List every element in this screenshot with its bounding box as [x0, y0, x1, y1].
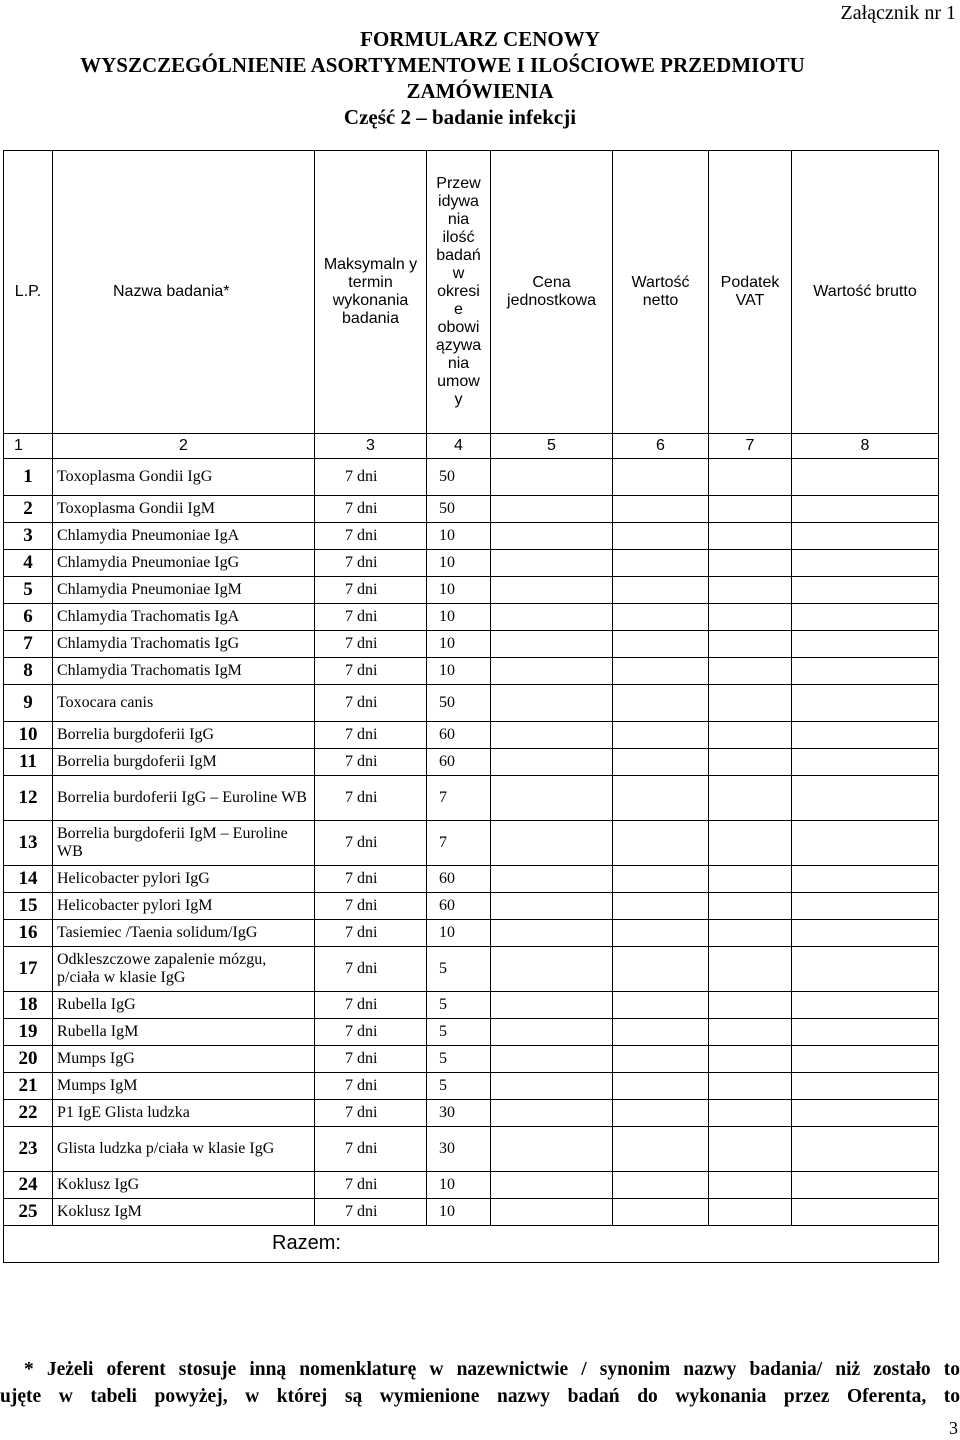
- unit-price-cell: [491, 1172, 613, 1199]
- test-name: Glista ludzka p/ciała w klasie IgG: [53, 1127, 315, 1172]
- unit-price-cell: [491, 604, 613, 631]
- table-row: [4, 947, 939, 992]
- header-lp: L.P.: [4, 151, 53, 434]
- max-turnaround: 7 dni: [315, 821, 427, 866]
- header-net: Wartość netto: [613, 151, 709, 434]
- planned-quantity: 30: [427, 1100, 491, 1127]
- max-turnaround: 7 dni: [315, 685, 427, 722]
- test-name: Chlamydia Trachomatis IgM: [53, 658, 315, 685]
- test-name: Rubella IgM: [53, 1019, 315, 1046]
- vat-cell: [709, 992, 792, 1019]
- net-value-cell: [613, 1199, 709, 1226]
- max-turnaround: 7 dni: [315, 496, 427, 523]
- max-turnaround: 7 dni: [315, 749, 427, 776]
- row-number: 5: [4, 577, 53, 604]
- max-turnaround: 7 dni: [315, 722, 427, 749]
- planned-quantity: 10: [427, 1172, 491, 1199]
- row-number: 22: [4, 1100, 53, 1127]
- net-value-cell: [613, 1127, 709, 1172]
- planned-quantity: 10: [427, 577, 491, 604]
- row-number: 10: [4, 722, 53, 749]
- heading-line-4: Część 2 – badanie infekcji: [343, 105, 577, 129]
- page-number: 3: [949, 1418, 958, 1438]
- table-row: [4, 776, 939, 821]
- column-number-row: [4, 434, 939, 459]
- vat-cell: [709, 685, 792, 722]
- table-body: [4, 151, 939, 1263]
- net-value-cell: [613, 821, 709, 866]
- gross-value-cell: [792, 459, 939, 496]
- vat-cell: [709, 496, 792, 523]
- net-value-cell: [613, 496, 709, 523]
- row-number: 3: [4, 523, 53, 550]
- test-name: Mumps IgM: [53, 1073, 315, 1100]
- row-number: 19: [4, 1019, 53, 1046]
- row-number: 6: [4, 604, 53, 631]
- gross-value-cell: [792, 920, 939, 947]
- planned-quantity: 10: [427, 658, 491, 685]
- max-turnaround: 7 dni: [315, 920, 427, 947]
- table-row: [4, 722, 939, 749]
- vat-cell: [709, 920, 792, 947]
- gross-value-cell: [792, 1127, 939, 1172]
- planned-quantity: 5: [427, 1019, 491, 1046]
- planned-quantity: 7: [427, 821, 491, 866]
- planned-quantity: 5: [427, 947, 491, 992]
- row-number: 11: [4, 749, 53, 776]
- max-turnaround: 7 dni: [315, 1046, 427, 1073]
- unit-price-cell: [491, 821, 613, 866]
- table-row: [4, 749, 939, 776]
- net-value-cell: [613, 577, 709, 604]
- planned-quantity: 7: [427, 776, 491, 821]
- gross-value-cell: [792, 749, 939, 776]
- net-value-cell: [613, 947, 709, 992]
- planned-quantity: 60: [427, 866, 491, 893]
- vat-cell: [709, 1127, 792, 1172]
- heading-line-2: WYSZCZEGÓLNIENIE ASORTYMENTOWE I ILOŚCIOWE PRZEDMIOTU: [80, 53, 805, 77]
- unit-price-cell: [491, 577, 613, 604]
- column-number: 8: [792, 434, 939, 459]
- planned-quantity: 60: [427, 722, 491, 749]
- test-name: Toxoplasma Gondii IgG: [53, 459, 315, 496]
- unit-price-cell: [491, 1127, 613, 1172]
- test-name: P1 IgE Glista ludzka: [53, 1100, 315, 1127]
- test-name: Koklusz IgM: [53, 1199, 315, 1226]
- unit-price-cell: [491, 1019, 613, 1046]
- net-value-cell: [613, 1073, 709, 1100]
- net-value-cell: [613, 722, 709, 749]
- unit-price-cell: [491, 776, 613, 821]
- vat-cell: [709, 776, 792, 821]
- table-row: [4, 496, 939, 523]
- row-number: 4: [4, 550, 53, 577]
- gross-value-cell: [792, 776, 939, 821]
- unit-price-cell: [491, 523, 613, 550]
- test-name: Chlamydia Trachomatis IgG: [53, 631, 315, 658]
- gross-value-cell: [792, 1019, 939, 1046]
- test-name: Helicobacter pylori IgM: [53, 893, 315, 920]
- unit-price-cell: [491, 631, 613, 658]
- header-gross: Wartość brutto: [792, 151, 939, 434]
- table-row: [4, 459, 939, 496]
- vat-cell: [709, 1019, 792, 1046]
- column-number: 5: [491, 434, 613, 459]
- unit-price-cell: [491, 749, 613, 776]
- vat-cell: [709, 577, 792, 604]
- header-term: Maksymaln y termin wykonania badania: [315, 151, 427, 434]
- unit-price-cell: [491, 920, 613, 947]
- planned-quantity: 50: [427, 685, 491, 722]
- gross-value-cell: [792, 577, 939, 604]
- gross-value-cell: [792, 1100, 939, 1127]
- test-name: Borrelia burgdoferii IgG: [53, 722, 315, 749]
- row-number: 8: [4, 658, 53, 685]
- net-value-cell: [613, 866, 709, 893]
- table-row: [4, 604, 939, 631]
- max-turnaround: 7 dni: [315, 893, 427, 920]
- net-value-cell: [613, 749, 709, 776]
- unit-price-cell: [491, 992, 613, 1019]
- net-value-cell: [613, 776, 709, 821]
- table-row: [4, 550, 939, 577]
- max-turnaround: 7 dni: [315, 776, 427, 821]
- row-number: 23: [4, 1127, 53, 1172]
- max-turnaround: 7 dni: [315, 1100, 427, 1127]
- header-vat: Podatek VAT: [709, 151, 792, 434]
- net-value-cell: [613, 992, 709, 1019]
- gross-value-cell: [792, 866, 939, 893]
- planned-quantity: 10: [427, 920, 491, 947]
- heading-line-3: ZAMÓWIENIA: [406, 79, 554, 103]
- planned-quantity: 10: [427, 1199, 491, 1226]
- net-value-cell: [613, 1172, 709, 1199]
- column-number: 3: [315, 434, 427, 459]
- test-name: Toxoplasma Gondii IgM: [53, 496, 315, 523]
- row-number: 1: [4, 459, 53, 496]
- net-value-cell: [613, 631, 709, 658]
- column-number: 1: [4, 434, 53, 459]
- net-value-cell: [613, 1100, 709, 1127]
- table-row: [4, 1199, 939, 1226]
- gross-value-cell: [792, 821, 939, 866]
- column-number: 6: [613, 434, 709, 459]
- row-number: 14: [4, 866, 53, 893]
- unit-price-cell: [491, 722, 613, 749]
- net-value-cell: [613, 550, 709, 577]
- max-turnaround: 7 dni: [315, 658, 427, 685]
- vat-cell: [709, 523, 792, 550]
- gross-value-cell: [792, 1199, 939, 1226]
- unit-price-cell: [491, 1100, 613, 1127]
- vat-cell: [709, 821, 792, 866]
- max-turnaround: 7 dni: [315, 631, 427, 658]
- vat-cell: [709, 631, 792, 658]
- row-number: 25: [4, 1199, 53, 1226]
- max-turnaround: 7 dni: [315, 523, 427, 550]
- table-row: [4, 866, 939, 893]
- unit-price-cell: [491, 658, 613, 685]
- net-value-cell: [613, 893, 709, 920]
- column-number: 4: [427, 434, 491, 459]
- planned-quantity: 5: [427, 992, 491, 1019]
- planned-quantity: 10: [427, 550, 491, 577]
- row-number: 9: [4, 685, 53, 722]
- gross-value-cell: [792, 992, 939, 1019]
- vat-cell: [709, 1199, 792, 1226]
- header-unit-price: Cena jednostkowa: [491, 151, 613, 434]
- max-turnaround: 7 dni: [315, 947, 427, 992]
- table-row: [4, 893, 939, 920]
- table-row: [4, 821, 939, 866]
- planned-quantity: 10: [427, 523, 491, 550]
- net-value-cell: [613, 1046, 709, 1073]
- table-row: [4, 658, 939, 685]
- unit-price-cell: [491, 866, 613, 893]
- gross-value-cell: [792, 1172, 939, 1199]
- max-turnaround: 7 dni: [315, 1172, 427, 1199]
- planned-quantity: 30: [427, 1127, 491, 1172]
- row-number: 16: [4, 920, 53, 947]
- table-row: [4, 1046, 939, 1073]
- net-value-cell: [613, 604, 709, 631]
- gross-value-cell: [792, 631, 939, 658]
- gross-value-cell: [792, 523, 939, 550]
- vat-cell: [709, 1172, 792, 1199]
- document-heading: [0, 26, 960, 130]
- max-turnaround: 7 dni: [315, 1019, 427, 1046]
- annex-label: Załącznik nr 1: [840, 2, 956, 24]
- unit-price-cell: [491, 893, 613, 920]
- unit-price-cell: [491, 1046, 613, 1073]
- table-row: [4, 1127, 939, 1172]
- row-number: 20: [4, 1046, 53, 1073]
- gross-value-cell: [792, 604, 939, 631]
- table-row: [4, 577, 939, 604]
- planned-quantity: 10: [427, 604, 491, 631]
- price-form-table: [3, 150, 939, 1263]
- test-name: Borrelia burdoferii IgG – Euroline WB: [53, 776, 315, 821]
- gross-value-cell: [792, 1046, 939, 1073]
- unit-price-cell: [491, 947, 613, 992]
- test-name: Chlamydia Pneumoniae IgA: [53, 523, 315, 550]
- test-name: Chlamydia Trachomatis IgA: [53, 604, 315, 631]
- total-row: [4, 1226, 939, 1263]
- vat-cell: [709, 1073, 792, 1100]
- test-name: Rubella IgG: [53, 992, 315, 1019]
- net-value-cell: [613, 459, 709, 496]
- max-turnaround: 7 dni: [315, 604, 427, 631]
- unit-price-cell: [491, 459, 613, 496]
- row-number: 13: [4, 821, 53, 866]
- footnote-line-1: * Jeżeli oferent stosuje inną nomenklaturę w nazewnictwie / synonim nazwy badania/ niż zostało to: [24, 1359, 960, 1380]
- planned-quantity: 60: [427, 749, 491, 776]
- gross-value-cell: [792, 550, 939, 577]
- net-value-cell: [613, 920, 709, 947]
- test-name: Helicobacter pylori IgG: [53, 866, 315, 893]
- footnote-line-2: ujęte w tabeli powyżej, w której są wymienione nazwy badań do wykonania przez Oferenta, to: [0, 1386, 960, 1407]
- table-row: [4, 1172, 939, 1199]
- test-name: Odkleszczowe zapalenie mózgu, p/ciała w klasie IgG: [53, 947, 315, 992]
- max-turnaround: 7 dni: [315, 1199, 427, 1226]
- vat-cell: [709, 459, 792, 496]
- table-row: [4, 1073, 939, 1100]
- gross-value-cell: [792, 1073, 939, 1100]
- row-number: 24: [4, 1172, 53, 1199]
- row-number: 21: [4, 1073, 53, 1100]
- net-value-cell: [613, 658, 709, 685]
- unit-price-cell: [491, 1073, 613, 1100]
- unit-price-cell: [491, 1199, 613, 1226]
- max-turnaround: 7 dni: [315, 992, 427, 1019]
- table-row: [4, 685, 939, 722]
- gross-value-cell: [792, 685, 939, 722]
- planned-quantity: 50: [427, 459, 491, 496]
- vat-cell: [709, 1046, 792, 1073]
- vat-cell: [709, 604, 792, 631]
- planned-quantity: 5: [427, 1073, 491, 1100]
- test-name: Koklusz IgG: [53, 1172, 315, 1199]
- vat-cell: [709, 866, 792, 893]
- max-turnaround: 7 dni: [315, 866, 427, 893]
- net-value-cell: [613, 523, 709, 550]
- row-number: 17: [4, 947, 53, 992]
- row-number: 7: [4, 631, 53, 658]
- total-cell: [4, 1226, 939, 1263]
- test-name: Toxocara canis: [53, 685, 315, 722]
- row-number: 15: [4, 893, 53, 920]
- footnote: [0, 1356, 960, 1410]
- unit-price-cell: [491, 685, 613, 722]
- gross-value-cell: [792, 722, 939, 749]
- gross-value-cell: [792, 947, 939, 992]
- test-name: Tasiemiec /Taenia solidum/IgG: [53, 920, 315, 947]
- vat-cell: [709, 1100, 792, 1127]
- max-turnaround: 7 dni: [315, 1073, 427, 1100]
- heading-line-1: FORMULARZ CENOWY: [360, 27, 600, 51]
- table-row: [4, 523, 939, 550]
- header-qty: Przew idywa nia ilość badań w okresi e obowi ązywa nia umow y: [427, 151, 491, 434]
- planned-quantity: 5: [427, 1046, 491, 1073]
- column-number: 2: [53, 434, 315, 459]
- table-row: [4, 920, 939, 947]
- gross-value-cell: [792, 496, 939, 523]
- test-name: Borrelia burgdoferii IgM – Euroline WB: [53, 821, 315, 866]
- test-name: Borrelia burgdoferii IgM: [53, 749, 315, 776]
- table-row: [4, 631, 939, 658]
- vat-cell: [709, 550, 792, 577]
- vat-cell: [709, 722, 792, 749]
- max-turnaround: 7 dni: [315, 550, 427, 577]
- unit-price-cell: [491, 550, 613, 577]
- max-turnaround: 7 dni: [315, 459, 427, 496]
- row-number: 2: [4, 496, 53, 523]
- vat-cell: [709, 749, 792, 776]
- column-number: 7: [709, 434, 792, 459]
- table-row: [4, 1100, 939, 1127]
- planned-quantity: 10: [427, 631, 491, 658]
- total-label: Razem:: [272, 1232, 341, 1254]
- gross-value-cell: [792, 658, 939, 685]
- planned-quantity: 50: [427, 496, 491, 523]
- gross-value-cell: [792, 893, 939, 920]
- vat-cell: [709, 947, 792, 992]
- table-header-row: [4, 151, 939, 434]
- header-name: Nazwa badania*: [53, 151, 315, 434]
- row-number: 12: [4, 776, 53, 821]
- max-turnaround: 7 dni: [315, 1127, 427, 1172]
- net-value-cell: [613, 685, 709, 722]
- test-name: Mumps IgG: [53, 1046, 315, 1073]
- test-name: Chlamydia Pneumoniae IgG: [53, 550, 315, 577]
- max-turnaround: 7 dni: [315, 577, 427, 604]
- table-row: [4, 992, 939, 1019]
- row-number: 18: [4, 992, 53, 1019]
- table-row: [4, 1019, 939, 1046]
- vat-cell: [709, 893, 792, 920]
- test-name: Chlamydia Pneumoniae IgM: [53, 577, 315, 604]
- planned-quantity: 60: [427, 893, 491, 920]
- net-value-cell: [613, 1019, 709, 1046]
- unit-price-cell: [491, 496, 613, 523]
- vat-cell: [709, 658, 792, 685]
